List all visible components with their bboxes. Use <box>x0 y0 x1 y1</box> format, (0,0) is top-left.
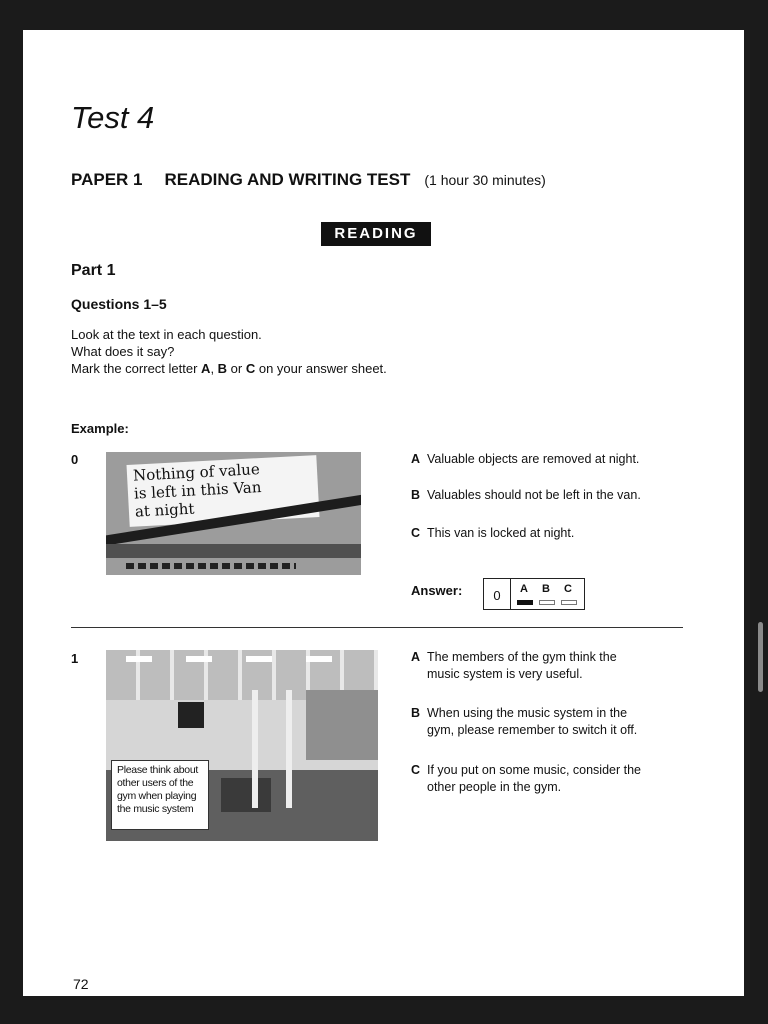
gym-machine <box>252 690 292 808</box>
option-text: If you put on some music, consider the <box>427 763 641 777</box>
answer-letter-b: B <box>542 583 550 595</box>
van-sign-photo <box>106 452 361 575</box>
gym-sign-line: other users of the <box>117 777 194 789</box>
part-title: Part 1 <box>71 262 116 279</box>
mark-line-text: on your answer sheet. <box>255 361 387 376</box>
answer-mark-c <box>561 600 577 605</box>
paper-heading <box>71 170 546 190</box>
gym-window <box>306 690 378 760</box>
option-letter: C <box>411 763 421 777</box>
question-1-option-c <box>411 762 641 796</box>
option-text: Valuable objects are removed at night. <box>427 452 640 466</box>
van-sign-line: at night <box>134 499 195 521</box>
answer-mark-b <box>539 600 555 605</box>
option-letter: C <box>411 526 421 540</box>
van-sign-line: is left in this Van <box>133 477 262 503</box>
option-text: other people in the gym. <box>427 780 562 794</box>
test-title: Test 4 <box>71 100 155 135</box>
instructions <box>71 326 387 377</box>
example-option-a <box>411 451 639 468</box>
gym-sign-line: Please think about <box>117 764 198 776</box>
instruction-line: Look at the text in each question. <box>71 327 262 342</box>
option-text: The members of the gym think the <box>427 650 617 664</box>
option-letter: A <box>411 452 421 466</box>
gym-sign-line: gym when playing <box>117 790 197 802</box>
option-text: music system is very useful. <box>427 667 583 681</box>
gym-lights <box>126 656 356 662</box>
example-label: Example: <box>71 421 129 436</box>
paper-name: READING AND WRITING TEST <box>164 170 411 189</box>
gym-sign <box>111 760 209 830</box>
question-1-option-a <box>411 649 617 683</box>
mark-letter-a: A <box>201 361 211 376</box>
answer-grid <box>483 578 585 610</box>
section-divider <box>71 627 683 628</box>
scrollbar-thumb[interactable] <box>758 622 763 692</box>
questions-label: Questions 1–5 <box>71 296 167 312</box>
option-text: Valuables should not be left in the van. <box>427 488 641 502</box>
option-text: This van is locked at night. <box>427 526 575 540</box>
answer-mark-a <box>517 600 533 605</box>
dashboard-vents <box>126 563 296 569</box>
gym-sign-line: the music system <box>117 803 194 815</box>
van-sign-line: Nothing of value <box>132 460 261 485</box>
option-text: When using the music system in the <box>427 706 628 720</box>
answer-letter-c: C <box>564 583 572 595</box>
paper-number: PAPER 1 <box>71 170 143 189</box>
example-option-b <box>411 487 641 504</box>
mark-letter-c: C <box>245 361 256 376</box>
gym-noticeboard <box>178 702 204 728</box>
question-1-number: 1 <box>71 651 79 666</box>
answer-grid-number: 0 <box>484 579 511 609</box>
example-option-c <box>411 525 574 542</box>
instruction-line: What does it say? <box>71 344 175 359</box>
section-badge: READING <box>321 222 431 246</box>
instruction-mark-line <box>71 360 387 377</box>
option-letter: B <box>411 488 421 502</box>
gym-photo <box>106 650 378 841</box>
option-letter: B <box>411 706 421 720</box>
mark-letter-b: B <box>217 361 228 376</box>
mark-line-text: , <box>210 361 218 376</box>
mark-line-text: Mark the correct letter <box>71 361 202 376</box>
answer-letter-a: A <box>520 583 528 595</box>
example-number: 0 <box>71 452 79 467</box>
exam-page <box>23 30 744 996</box>
mark-line-text: or <box>227 361 246 376</box>
option-text: gym, please remember to switch it off. <box>427 723 638 737</box>
option-letter: A <box>411 650 421 664</box>
question-1-option-b <box>411 705 637 739</box>
dashboard-edge <box>106 544 361 558</box>
answer-label: Answer: <box>411 583 463 598</box>
page-number: 72 <box>73 976 89 992</box>
paper-duration: (1 hour 30 minutes) <box>424 172 546 188</box>
